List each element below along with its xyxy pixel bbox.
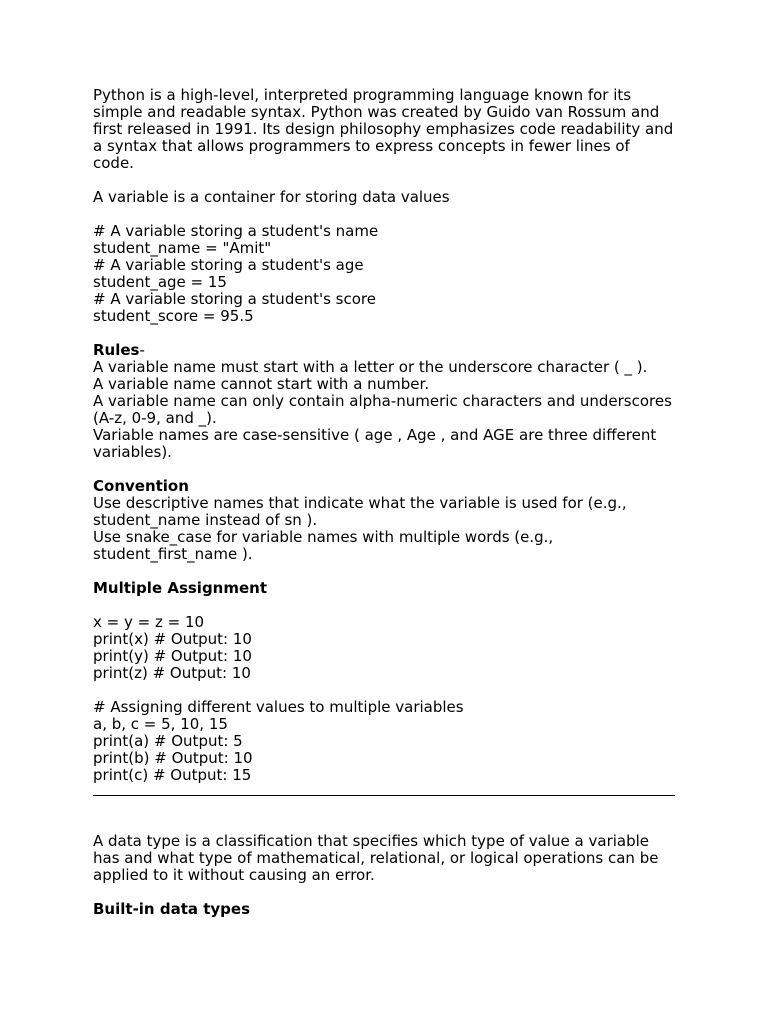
code-line: print(z) # Output: 10 <box>93 664 251 682</box>
convention-heading: Convention <box>93 477 189 495</box>
convention-item: Use descriptive names that indicate what the variable is used for (e.g., student_name instead of sn ). <box>93 494 627 529</box>
code-line: print(x) # Output: 10 <box>93 630 252 648</box>
rule-item: A variable name cannot start with a number. <box>93 375 430 393</box>
rules-heading-line <box>93 342 675 359</box>
rule-item: Variable names are case-sensitive ( age , Age , and AGE are three different variables). <box>93 426 657 461</box>
multiple-assignment-heading: Multiple Assignment <box>93 579 268 597</box>
code-line: # A variable storing a student's name <box>93 222 379 240</box>
rules-heading: Rules <box>93 341 140 359</box>
code-line: # A variable storing a student's score <box>93 290 376 308</box>
code-line: student_score = 95.5 <box>93 307 254 325</box>
built-in-data-types-heading: Built-in data types <box>93 900 250 918</box>
intro-paragraph: Python is a high-level, interpreted programming language known for its simple and readable syntax. Python was created by Guido van Rossum and first released in 1991. Its design philosophy emphasizes code readability and a syntax that allows programmers to express concepts in fewer lines of code. <box>93 86 674 172</box>
rules-heading-suffix: - <box>139 341 145 359</box>
rule-item: A variable name can only contain alpha-numeric characters and underscores (A-z, 0-9, and _). <box>93 392 672 427</box>
horizontal-divider <box>93 795 675 796</box>
rules-section <box>93 342 675 461</box>
document-page <box>93 87 675 918</box>
code-line: print(b) # Output: 10 <box>93 749 253 767</box>
variable-definition: A variable is a container for storing data values <box>93 188 450 206</box>
code-line: student_age = 15 <box>93 273 227 291</box>
code-line: student_name = "Amit" <box>93 239 272 257</box>
code-line: a, b, c = 5, 10, 15 <box>93 715 228 733</box>
multiple-assignment-section <box>93 580 675 784</box>
code-line: x = y = z = 10 <box>93 613 205 631</box>
variable-example-code <box>93 223 675 325</box>
code-line: # A variable storing a student's age <box>93 256 364 274</box>
code-line: # Assigning different values to multiple variables <box>93 698 464 716</box>
code-line: print(y) # Output: 10 <box>93 647 252 665</box>
code-line: print(a) # Output: 5 <box>93 732 243 750</box>
data-type-definition: A data type is a classification that specifies which type of value a variable has and what type of mathematical, relational, or logical operations can be applied to it without causing an error. <box>93 832 659 884</box>
code-line: print(c) # Output: 15 <box>93 766 252 784</box>
rule-item: A variable name must start with a letter or the underscore character ( _ ). <box>93 358 648 376</box>
data-types-section <box>93 833 675 918</box>
convention-section <box>93 478 675 563</box>
convention-item: Use snake_case for variable names with multiple words (e.g., student_first_name ). <box>93 528 554 563</box>
